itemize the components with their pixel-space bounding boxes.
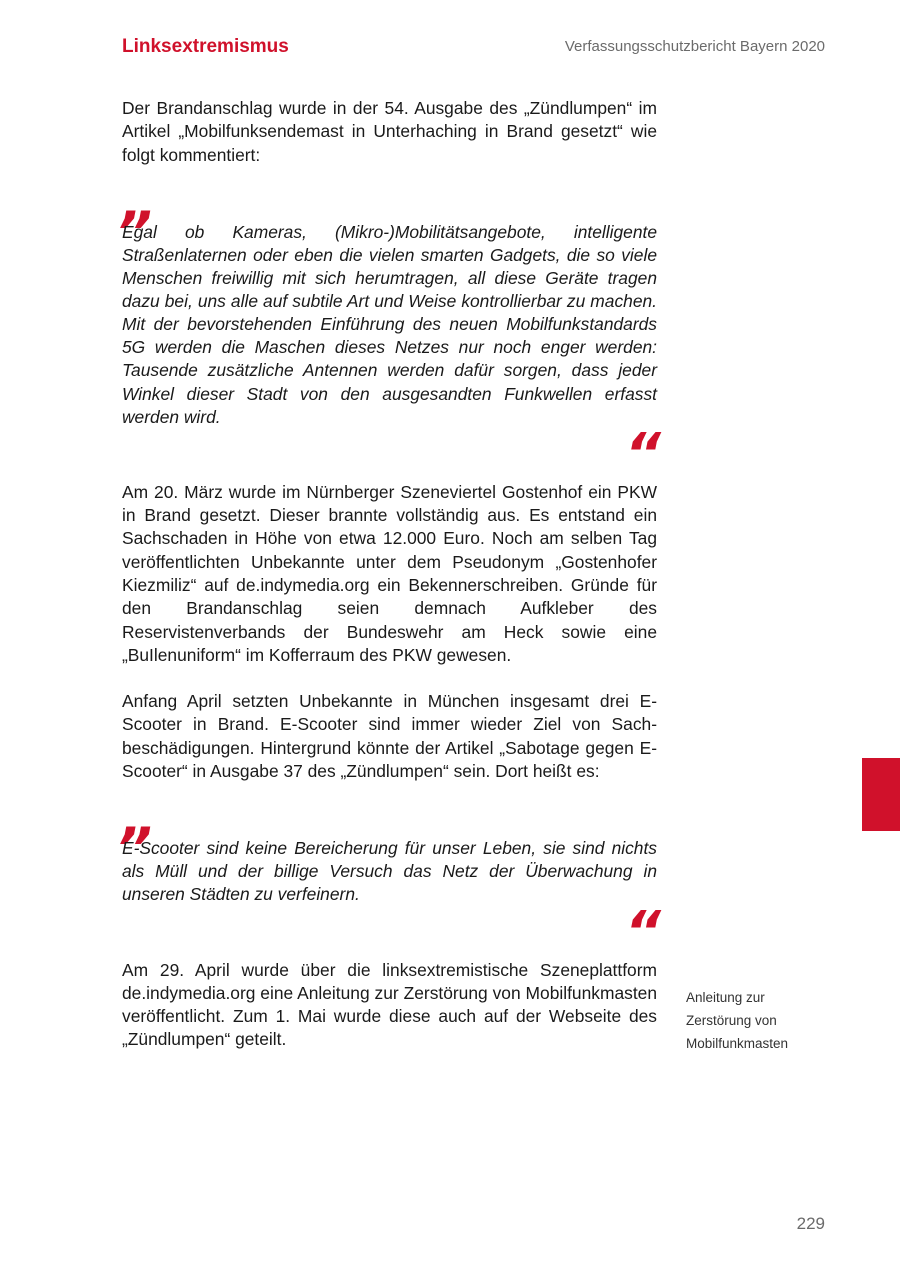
margin-note-line-1: Anleitung zur xyxy=(686,990,765,1005)
section-title: Linksextremismus xyxy=(122,36,289,57)
quote-block-2 xyxy=(122,786,657,965)
margin-note-line-3: Mobilfunkmasten xyxy=(686,1036,789,1051)
page-number: 229 xyxy=(796,1214,825,1233)
closing-quote-mark-2: “ xyxy=(624,899,657,965)
quote-block-1 xyxy=(122,169,657,487)
report-title: Verfassungsschutzbericht Bayern 2020 xyxy=(564,38,825,55)
chapter-tab-marker xyxy=(862,758,900,831)
paragraph-3: Anfang April setzten Unbekannte in München insgesamt drei E-Scooter in Brand. E-Scooter sind immer wieder Ziel von Sachbeschädigungen. Hintergrund könnte der Artikel „Sabotage gegen E-Scooter“ in Ausgabe 37 des „Zündlumpen“ sein. Dort heißt es: xyxy=(122,691,657,781)
closing-quote-mark-1: “ xyxy=(624,421,657,487)
main-text xyxy=(122,97,657,1052)
opening-quote-mark-1: „ xyxy=(122,169,155,235)
margin-note-line-2: Zerstörung von xyxy=(686,1013,777,1028)
paragraph-2: Am 20. März wurde im Nürnberger Szeneviertel Gostenhof ein PKW in Brand gesetzt. Dieser brannte vollständig aus. Es entstand ein Sachschaden in Höhe von etwa 12.000 Euro. Noch am selben Tag veröffentlichten Unbekannte unter dem Pseudonym „Gostenhofer Kiezmiliz“ auf de.indymedia.org ein Bekennerschreiben. Gründe für den Brandanschlag seien demnach Aufkleber des Reservistenverbands der Bundeswehr am Heck sowie eine „BuIlenuniform“ im Kofferraum des PKW gewesen. xyxy=(122,481,657,665)
paragraph-1: Der Brandanschlag wurde in der 54. Ausgabe des „Zündlumpen“ im Artikel „Mobilfunksendemast in Unterhaching in Brand gesetzt“ wie folgt kommentiert: xyxy=(122,98,657,165)
paragraph-4: Am 29. April wurde über die linksextremistische Szeneplattform de.indymedia.org eine Anleitung zur Zerstörung von Mobilfunkmasten veröffentlicht. Zum 1. Mai wurde diese auch auf der Webseite des „Zündlumpen“ geteilt. xyxy=(122,959,657,1050)
opening-quote-mark-2: „ xyxy=(122,786,155,852)
margin-note xyxy=(686,986,846,1055)
quote-text-2: E-Scooter sind keine Bereicherung für unser Leben, sie sind nichts als Müll und der billige Versuch das Netz der Überwachung in unseren Städten zu verfeinern. xyxy=(122,838,657,905)
quote-text-1: Egal ob Kameras, (Mikro-)Mobilitätsangebote, intelligente Straßenlaternen oder eben die vielen smarten Gadgets, die so viele Menschen freiwillig mit sich herumtragen, all diese Geräte tragen dazu bei, uns alle auf subtile Art und Weise kontrollierbar zu machen. Mit der bevorstehenden Einführung des neuen Mobilfunkstandards 5G werden die Maschen dieses Netzes nur noch enger werden: Tausende zusätzliche Antennen werden dafür sorgen, dass jeder Winkel dieser Stadt von den ausgesandten Funkwellen erfasst werden wird. xyxy=(122,221,657,427)
